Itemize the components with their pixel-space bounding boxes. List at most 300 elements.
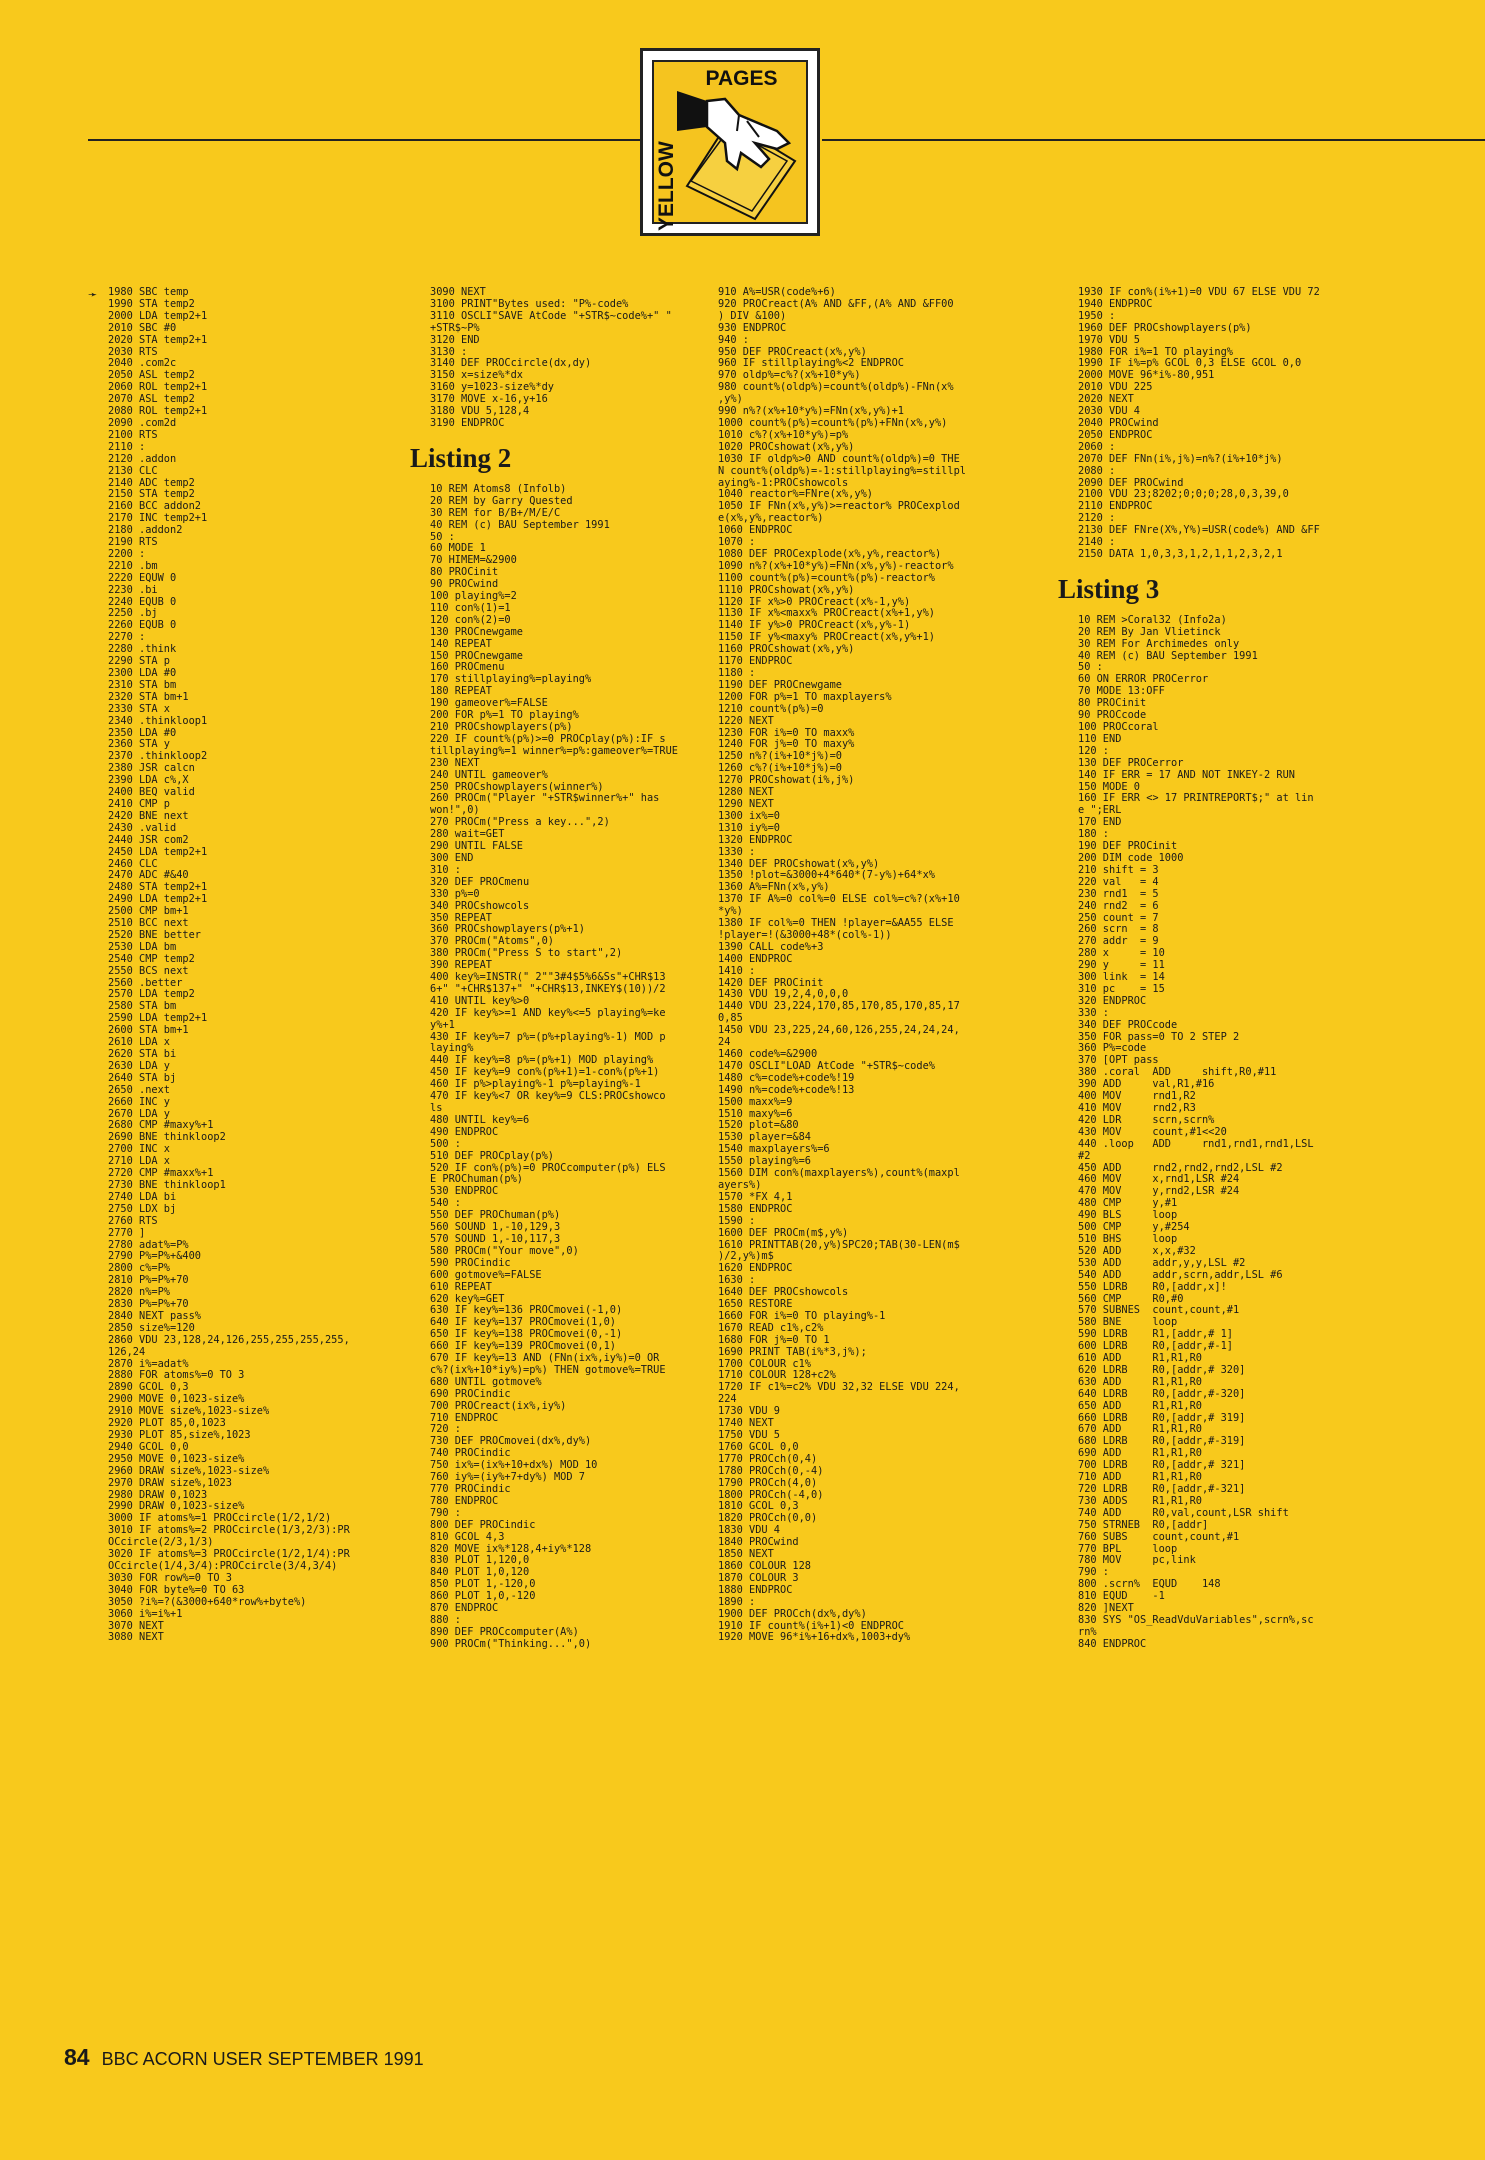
code-line: 1870 COLOUR 3 (718, 1571, 799, 1584)
code-line: 1350 !plot=&3000+4*640*(7-y%)+64*x% (718, 869, 935, 882)
listing-heading: Listing 3 (1058, 573, 1160, 604)
code-line: 1380 IF col%=0 THEN !player=&AA55 ELSE (718, 917, 954, 930)
code-line: 310 pc = 15 (1078, 982, 1165, 995)
logo-yellow-text: YELLOW (655, 141, 678, 231)
code-line: 640 LDRB R0,[addr,#-320] (1078, 1387, 1246, 1400)
code-line: 690 ADD R1,R1,R0 (1078, 1447, 1202, 1460)
code-line: 1900 DEF PROCch(dx%,dy%) (718, 1607, 867, 1620)
code-line: 1050 IF FNn(x%,y%)>=reactor% PROCexplod (718, 500, 960, 513)
code-line: 2980 DRAW 0,1023 (108, 1488, 208, 1501)
code-line: 1620 ENDPROC (718, 1262, 793, 1275)
code-line: 1260 c%?(i%+10*j%)=0 (718, 762, 842, 775)
code-line: 2740 LDA bi (108, 1190, 177, 1203)
code-line: 300 END (430, 851, 474, 864)
code-line: 3100 PRINT"Bytes used: "P%-code% (430, 297, 629, 310)
code-line: 760 iy%=(iy%+7+dy%) MOD 7 (430, 1471, 585, 1484)
code-line: rn% (1078, 1625, 1097, 1638)
code-line: 2990 DRAW 0,1023-size% (108, 1500, 245, 1513)
code-line: 290 UNTIL FALSE (430, 840, 523, 853)
code-line: 530 ENDPROC (430, 1185, 499, 1198)
code-line: 2310 STA bm (108, 678, 177, 691)
code-line: 2010 VDU 225 (1078, 381, 1153, 394)
code-line: 510 DEF PROCplay(p%) (430, 1149, 554, 1162)
code-line: 1820 PROCch(0,0) (718, 1512, 818, 1525)
code-line: 570 SUBNES count,count,#1 (1078, 1304, 1240, 1317)
code-line: e ";ERL (1078, 804, 1122, 817)
code-line: 2350 LDA #0 (108, 726, 177, 739)
code-line: 660 IF key%=139 PROCmovei(0,1) (430, 1340, 616, 1353)
code-line: c%?(ix%+10*iy%)=p%) THEN gotmove%=TRUE (430, 1363, 666, 1376)
code-line: 2890 GCOL 0,3 (108, 1381, 189, 1394)
code-line: 490 ENDPROC (430, 1125, 499, 1138)
code-line: 2150 DATA 1,0,3,3,1,2,1,1,2,3,2,1 (1078, 547, 1283, 560)
code-line: ayers%) (718, 1178, 762, 1191)
code-line: 2080 : (1078, 464, 1116, 477)
code-line: 1930 IF con%(i%+1)=0 VDU 67 ELSE VDU 72 (1078, 286, 1320, 298)
code-line: 2780 adat%=P% (108, 1238, 189, 1251)
code-line: tillplaying%=1 winner%=p%:gameover%=TRUE (430, 744, 678, 757)
code-line: 400 MOV rnd1,R2 (1078, 1090, 1196, 1103)
code-line: 1600 DEF PROCm(m$,y%) (718, 1226, 849, 1239)
code-line: 1500 maxx%=9 (718, 1095, 793, 1108)
code-line: 820 ]NEXT (1078, 1602, 1134, 1615)
code-line: 2970 DRAW size%,1023 (108, 1476, 232, 1489)
code-line: 2360 STA y (108, 738, 170, 751)
code-line: 2020 STA temp2+1 (108, 333, 208, 346)
code-line: 2050 ASL temp2 (108, 369, 195, 382)
code-line: 1610 PRINTTAB(20,y%)SPC20;TAB(30-LEN(m$ (718, 1238, 960, 1251)
code-line: 2550 BCS next (108, 964, 189, 977)
code-line: 3130 : (430, 345, 468, 358)
code-line: 1490 n%=code%+code%!13 (718, 1083, 855, 1096)
code-line: 2100 VDU 23;8202;0;0;0;28,0,3,39,0 (1078, 488, 1289, 501)
code-line: 2080 ROL temp2+1 (108, 405, 208, 418)
code-line: 1980 FOR i%=1 TO playing% (1078, 345, 1233, 358)
code-line: 2450 LDA temp2+1 (108, 845, 208, 858)
code-line: 2390 LDA c%,X (108, 774, 189, 787)
code-line: 1460 code%=&2900 (718, 1048, 818, 1060)
code-line: 2690 BNE thinkloop2 (108, 1131, 226, 1144)
code-line: 1770 PROCch(0,4) (718, 1452, 818, 1465)
code-line: 2120 : (1078, 512, 1116, 525)
code-line: 1300 ix%=0 (718, 809, 780, 822)
code-line: 850 PLOT 1,-120,0 (430, 1578, 536, 1591)
code-line: 630 IF key%=136 PROCmovei(-1,0) (430, 1304, 623, 1317)
code-line: 1150 IF y%<maxy% PROCreact(x%,y%+1) (718, 631, 935, 644)
code-line: 2210 .bm (108, 559, 158, 572)
code-line: 2240 EQUB 0 (108, 595, 177, 608)
code-line: 730 ADDS R1,R1,R0 (1078, 1494, 1202, 1507)
code-line: 2030 VDU 4 (1078, 405, 1140, 418)
code-column-3 (718, 287, 1058, 1644)
code-line: 30 REM for B/B+/M/E/C (430, 506, 561, 519)
code-line: 260 scrn = 8 (1078, 923, 1159, 936)
code-line: 2770 ] (108, 1226, 146, 1239)
code-line: 1530 player=&84 (718, 1131, 811, 1144)
code-line: 2540 CMP temp2 (108, 952, 195, 965)
code-line: 1760 GCOL 0,0 (718, 1440, 799, 1453)
code-line: 790 : (430, 1506, 461, 1519)
code-line: 3170 MOVE x-16,y+16 (430, 393, 548, 406)
code-line: 430 MOV count,#1<<20 (1078, 1125, 1227, 1138)
code-line: 3050 ?i%=?(&3000+640*row%+byte%) (108, 1595, 307, 1608)
code-line: 230 NEXT (430, 756, 480, 769)
code-line: 460 IF p%>playing%-1 p%=playing%-1 (430, 1078, 641, 1091)
code-line: 2030 RTS (108, 345, 158, 358)
code-line: 3140 DEF PROCcircle(dx,dy) (430, 357, 592, 370)
hand-pages-icon (677, 91, 807, 221)
code-line: 120 con%(2)=0 (430, 613, 511, 626)
code-line: 750 ix%=(ix%+10+dx%) MOD 10 (430, 1459, 598, 1472)
code-line: 1890 : (718, 1595, 756, 1608)
code-line: 780 MOV pc,link (1078, 1554, 1196, 1567)
code-line: 2140 ADC temp2 (108, 476, 195, 489)
code-line: 170 stillplaying%=playing% (430, 673, 592, 686)
code-line: 1400 ENDPROC (718, 952, 793, 965)
code-line: 740 ADD R0,val,count,LSR shift (1078, 1506, 1289, 1519)
code-line: 2010 SBC #0 (108, 321, 177, 334)
code-line: 270 PROCm("Press a key...",2) (430, 816, 610, 829)
code-line: 1330 : (718, 845, 756, 858)
code-line: 720 LDRB R0,[addr,#-321] (1078, 1483, 1246, 1495)
code-line: 1920 MOVE 96*i%+16+dx%,1003+dy% (718, 1631, 911, 1644)
code-line: 670 ADD R1,R1,R0 (1078, 1423, 1202, 1436)
code-line: 580 PROCm("Your move",0) (430, 1244, 579, 1257)
code-line: 1360 A%=FNn(x%,y%) (718, 881, 830, 894)
code-line: 320 DEF PROCmenu (430, 875, 530, 888)
code-line: 590 LDRB R1,[addr,# 1] (1078, 1328, 1233, 1341)
listing-heading: Listing 2 (410, 442, 512, 473)
code-line: 1030 IF oldp%>0 AND count%(oldp%)=0 THE (718, 452, 960, 465)
code-line: 390 ADD val,R1,#16 (1078, 1078, 1215, 1091)
code-line: 150 PROCnewgame (430, 649, 523, 662)
code-line: 430 IF key%=7 p%=(p%+playing%-1) MOD p (430, 1030, 666, 1043)
code-line: 810 EQUD -1 (1078, 1590, 1165, 1603)
code-line: 2860 VDU 23,128,24,126,255,255,255,255, (108, 1333, 350, 1346)
code-line: 870 ENDPROC (430, 1602, 499, 1615)
code-line: 300 link = 14 (1078, 971, 1165, 984)
code-line: 2580 STA bm (108, 1000, 177, 1013)
code-line: 760 SUBS count,count,#1 (1078, 1530, 1240, 1543)
code-line: 500 : (430, 1137, 461, 1150)
code-line: 180 : (1078, 828, 1109, 841)
code-line: 610 REPEAT (430, 1280, 492, 1293)
code-line: 110 END (1078, 732, 1122, 745)
code-line: 440 IF key%=8 p%=(p%+1) MOD playing% (430, 1054, 654, 1067)
continued-arrow-icon: ➛ (88, 288, 98, 301)
code-line: 3120 END (430, 333, 480, 346)
code-line: 930 ENDPROC (718, 321, 787, 334)
code-line: 2300 LDA #0 (108, 667, 177, 679)
code-line: 2510 BCC next (108, 917, 189, 930)
code-line: 780 ENDPROC (430, 1494, 499, 1507)
code-line: 1240 FOR j%=0 TO maxy% (718, 738, 855, 751)
code-line: 710 ENDPROC (430, 1411, 499, 1424)
code-line: 2700 INC x (108, 1143, 170, 1156)
code-line: 2670 LDA y (108, 1107, 170, 1120)
code-line: 380 PROCm("Press S to start",2) (430, 947, 623, 960)
code-line: 130 DEF PROCerror (1078, 756, 1184, 769)
code-line: 2750 LDX bj (108, 1202, 177, 1215)
code-line: 2100 RTS (108, 428, 158, 441)
code-line: 10 REM Atoms8 (Infolb) (430, 482, 567, 495)
code-line: 3060 i%=i%+1 (108, 1607, 183, 1620)
code-line: 140 IF ERR = 17 AND NOT INKEY-2 RUN (1078, 768, 1295, 781)
code-line: 2290 STA p (108, 655, 170, 668)
code-line: 1750 VDU 5 (718, 1429, 780, 1441)
code-line: 450 ADD rnd2,rnd2,rnd2,LSL #2 (1078, 1161, 1283, 1174)
code-line: 710 ADD R1,R1,R0 (1078, 1471, 1202, 1484)
code-line: 210 shift = 3 (1078, 863, 1159, 876)
code-line: 126,24 (108, 1345, 146, 1358)
code-line: aying%-1:PROCshowcols (718, 476, 849, 489)
code-line: *y%) (718, 905, 743, 918)
code-line: 90 PROCcode (1078, 709, 1147, 722)
code-line: 1290 NEXT (718, 797, 774, 810)
code-line: 1170 ENDPROC (718, 655, 793, 668)
code-line: 1470 OSCLI"LOAD AtCode "+STR$~code% (718, 1059, 935, 1072)
code-line: 2940 GCOL 0,0 (108, 1440, 189, 1453)
code-line: 1190 DEF PROCnewgame (718, 678, 842, 691)
code-line: 610 ADD R1,R1,R0 (1078, 1352, 1202, 1365)
code-line: 120 : (1078, 744, 1109, 757)
code-line: 80 PROCinit (1078, 697, 1147, 710)
code-line: 400 key%=INSTR(" 2""3#4$5%6&Ss"+CHR$13 (430, 971, 666, 984)
code-line: 2490 LDA temp2+1 (108, 893, 208, 906)
code-line: 420 LDR scrn,scrn% (1078, 1113, 1215, 1126)
code-line: 1280 NEXT (718, 786, 774, 799)
code-line: 450 IF key%=9 con%(p%+1)=1-con%(p%+1) (430, 1066, 660, 1079)
code-line: 370 PROCm("Atoms",0) (430, 935, 554, 948)
code-line: 1180 : (718, 667, 756, 679)
code-line: 560 CMP R0,#0 (1078, 1292, 1184, 1305)
code-line: 840 PLOT 1,0,120 (430, 1566, 530, 1579)
code-line: 2800 c%=P% (108, 1262, 170, 1275)
code-line: 1220 NEXT (718, 714, 774, 727)
code-line: 580 BNE loop (1078, 1316, 1178, 1329)
code-line: 220 IF count%(p%)>=0 PROCplay(p%):IF s (430, 732, 666, 745)
code-line: 2870 i%=adat% (108, 1357, 189, 1370)
code-line: 590 PROCindic (430, 1256, 511, 1269)
code-line: 2190 RTS (108, 536, 158, 549)
code-line: 1830 VDU 4 (718, 1524, 780, 1537)
code-line: 2170 INC temp2+1 (108, 512, 208, 525)
code-line: 2340 .thinkloop1 (108, 714, 208, 727)
code-line: 2060 : (1078, 440, 1116, 453)
code-line: 1480 c%=code%+code%!19 (718, 1071, 855, 1084)
code-line: 670 IF key%=13 AND (FNn(ix%,iy%)=0 OR (430, 1352, 660, 1365)
header-rule-left (88, 139, 640, 141)
code-line: 1940 ENDPROC (1078, 297, 1153, 310)
code-line: 330 : (1078, 1006, 1109, 1019)
code-line: 2120 .addon (108, 452, 177, 465)
code-line: 1020 PROCshowat(x%,y%) (718, 440, 855, 453)
code-line: 350 FOR pass=0 TO 2 STEP 2 (1078, 1030, 1240, 1043)
code-line: 490 BLS loop (1078, 1209, 1178, 1222)
code-line: 1510 maxy%=6 (718, 1107, 793, 1120)
code-line: 2930 PLOT 85,size%,1023 (108, 1429, 251, 1441)
code-line: 700 PROCreact(ix%,iy%) (430, 1399, 567, 1412)
code-line: 90 PROCwind (430, 578, 499, 591)
code-line: 100 PROCcoral (1078, 721, 1159, 733)
code-line: 1250 n%?(i%+10*j%)=0 (718, 750, 842, 763)
code-line: 2650 .next (108, 1083, 170, 1096)
code-line: 1840 PROCwind (718, 1536, 799, 1549)
code-line: 2110 : (108, 440, 146, 453)
code-line: 2000 LDA temp2+1 (108, 309, 208, 322)
code-line: 350 REPEAT (430, 911, 492, 924)
code-line: 1810 GCOL 0,3 (718, 1500, 799, 1513)
code-line: 1710 COLOUR 128+c2% (718, 1369, 836, 1382)
magazine-issue: BBC ACORN USER SEPTEMBER 1991 (101, 2049, 424, 2069)
code-line: 890 DEF PROCcomputer(A%) (430, 1625, 579, 1638)
code-line: 460 MOV x,rnd1,LSR #24 (1078, 1173, 1240, 1186)
code-line: 2220 EQUW 0 (108, 571, 177, 584)
code-line: 600 LDRB R0,[addr,#-1] (1078, 1340, 1233, 1353)
code-line: 720 : (430, 1423, 461, 1436)
code-line: 2520 BNE better (108, 928, 201, 941)
code-line: 510 BHS loop (1078, 1232, 1178, 1245)
code-line: 1340 DEF PROCshowat(x%,y%) (718, 857, 880, 870)
code-line: 160 IF ERR <> 17 PRINTREPORT$;" at lin (1078, 792, 1314, 805)
code-line: 540 : (430, 1197, 461, 1210)
code-line: 2710 LDA x (108, 1155, 170, 1168)
code-line: 1590 : (718, 1214, 756, 1227)
code-line: 880 : (430, 1613, 461, 1626)
code-line: 1000 count%(p%)=count%(p%)+FNn(x%,y%) (718, 416, 948, 429)
code-line: 340 DEF PROCcode (1078, 1018, 1178, 1031)
code-line: 280 x = 10 (1078, 947, 1165, 960)
code-line: 1960 DEF PROCshowplayers(p%) (1078, 321, 1252, 334)
code-line: 2130 CLC (108, 464, 158, 477)
code-line: 2040 .com2c (108, 357, 177, 370)
code-line: 2230 .bi (108, 583, 158, 596)
code-line: 2070 DEF FNn(i%,j%)=n%?(i%+10*j%) (1078, 452, 1283, 465)
page-number: 84 (64, 2044, 90, 2070)
code-line: 3000 IF atoms%=1 PROCcircle(1/2,1/2) (108, 1512, 332, 1525)
code-line: 2200 : (108, 547, 146, 560)
code-line: 1740 NEXT (718, 1417, 774, 1430)
code-line: 1990 STA temp2 (108, 297, 195, 310)
code-line: 340 PROCshowcols (430, 899, 530, 912)
code-line: 410 MOV rnd2,R3 (1078, 1102, 1196, 1114)
code-line: 70 MODE 13:OFF (1078, 685, 1165, 698)
code-line: 2620 STA bi (108, 1048, 177, 1060)
code-line: 1970 VDU 5 (1078, 333, 1140, 346)
code-line: 1230 FOR i%=0 TO maxx% (718, 726, 855, 739)
code-line: E PROChuman(p%) (430, 1173, 523, 1186)
code-line: 3180 VDU 5,128,4 (430, 405, 530, 418)
code-line: 1580 ENDPROC (718, 1202, 793, 1215)
code-line: 80 PROCinit (430, 566, 499, 579)
code-line: 1370 IF A%=0 col%=0 ELSE col%=c%?(x%+10 (718, 893, 960, 906)
code-line: 2430 .valid (108, 821, 177, 834)
code-column-4 (1058, 286, 1378, 1651)
code-line: OCcircle(1/4,3/4):PROCcircle(3/4,3/4) (108, 1559, 338, 1572)
code-line: 1980 SBC temp (108, 286, 189, 298)
code-line: 1540 maxplayers%=6 (718, 1143, 830, 1156)
code-line: 830 PLOT 1,120,0 (430, 1554, 530, 1567)
code-line: 190 DEF PROCinit (1078, 840, 1178, 853)
code-line: 3020 IF atoms%=3 PROCcircle(1/2,1/4):PR (108, 1548, 350, 1561)
code-line: 60 MODE 1 (430, 542, 486, 555)
code-line: 320 ENDPROC (1078, 994, 1147, 1007)
code-line: 40 REM (c) BAU September 1991 (430, 518, 610, 531)
code-line: 730 DEF PROCmovei(dx%,dy%) (430, 1435, 592, 1448)
code-line: 3190 ENDPROC (430, 416, 505, 429)
code-line: 20 REM by Garry Quested (430, 494, 573, 507)
code-line: 2680 CMP #maxy%+1 (108, 1119, 214, 1132)
code-column-1 (108, 287, 408, 1644)
code-line: 160 PROCmenu (430, 661, 505, 674)
code-line: 380 .coral ADD shift,R0,#11 (1078, 1066, 1277, 1079)
code-line: 1310 iy%=0 (718, 821, 780, 834)
code-line: 410 UNTIL key%>0 (430, 994, 530, 1007)
code-line: 2840 NEXT pass% (108, 1309, 201, 1322)
code-line: 1730 VDU 9 (718, 1405, 780, 1418)
code-line: 2810 P%=P%+70 (108, 1274, 189, 1287)
code-line: 1140 IF y%>0 PROCreact(x%,y%-1) (718, 619, 911, 632)
code-line: 740 PROCindic (430, 1447, 511, 1460)
code-line: 2630 LDA y (108, 1059, 170, 1072)
code-line: 3150 x=size%*dx (430, 369, 523, 382)
code-line: 1270 PROCshowat(i%,j%) (718, 774, 855, 787)
code-line: 1850 NEXT (718, 1548, 774, 1561)
code-column-2 (410, 286, 745, 1651)
code-line: 1080 DEF PROCexplode(x%,y%,reactor%) (718, 547, 942, 560)
code-line: 770 PROCindic (430, 1483, 511, 1495)
code-line: 2070 ASL temp2 (108, 393, 195, 406)
code-line: 2320 STA bm+1 (108, 690, 189, 703)
code-line: 480 UNTIL key%=6 (430, 1113, 530, 1126)
code-line: 1680 FOR j%=0 TO 1 (718, 1333, 830, 1346)
code-line: 1860 COLOUR 128 (718, 1559, 811, 1572)
code-line: 2610 LDA x (108, 1036, 170, 1049)
code-line: 1650 RESTORE (718, 1298, 793, 1311)
code-line: 970 oldp%=c%?(x%+10*y%) (718, 369, 861, 382)
code-line: 650 IF key%=138 PROCmovei(0,-1) (430, 1328, 623, 1341)
code-line: 1090 n%?(x%+10*y%)=FNn(x%,y%)-reactor% (718, 559, 954, 572)
code-line: 700 LDRB R0,[addr,# 321] (1078, 1459, 1246, 1472)
code-line: 2410 CMP p (108, 797, 170, 810)
code-line: 680 LDRB R0,[addr,#-319] (1078, 1435, 1246, 1448)
code-line: 1550 playing%=6 (718, 1155, 811, 1168)
code-line: 250 PROCshowplayers(winner%) (430, 780, 604, 793)
code-line: 920 PROCreact(A% AND &FF,(A% AND &FF00 (718, 297, 954, 310)
code-line: 3090 NEXT (430, 286, 486, 298)
code-line: 2640 STA bj (108, 1071, 177, 1084)
code-line: 2040 PROCwind (1078, 416, 1159, 429)
code-line: 3110 OSCLI"SAVE AtCode "+STR$~code%+" " (430, 309, 672, 322)
logo-pages-text: PAGES (705, 67, 778, 90)
code-line: 960 IF stillplaying%<2 ENDPROC (718, 357, 904, 370)
code-line: 2130 DEF FNre(X%,Y%)=USR(code%) AND &FF (1078, 524, 1320, 537)
code-line: 50 : (1078, 661, 1103, 674)
code-line: 1880 ENDPROC (718, 1583, 793, 1596)
code-line: 2380 JSR calcn (108, 762, 195, 775)
code-line: 2440 JSR com2 (108, 833, 189, 846)
code-line: 560 SOUND 1,-10,129,3 (430, 1221, 561, 1234)
code-line: 2020 NEXT (1078, 393, 1134, 406)
code-line: 2730 BNE thinkloop1 (108, 1178, 226, 1191)
code-line: 3030 FOR row%=0 TO 3 (108, 1571, 232, 1584)
code-line: 1060 ENDPROC (718, 524, 793, 537)
code-line: 1790 PROCch(4,0) (718, 1476, 818, 1489)
header-rule-right (822, 139, 1485, 141)
code-line: 820 MOVE ix%*128,4+iy%*128 (430, 1542, 592, 1555)
code-line: 2590 LDA temp2+1 (108, 1012, 208, 1025)
code-line: 0,85 (718, 1012, 743, 1025)
